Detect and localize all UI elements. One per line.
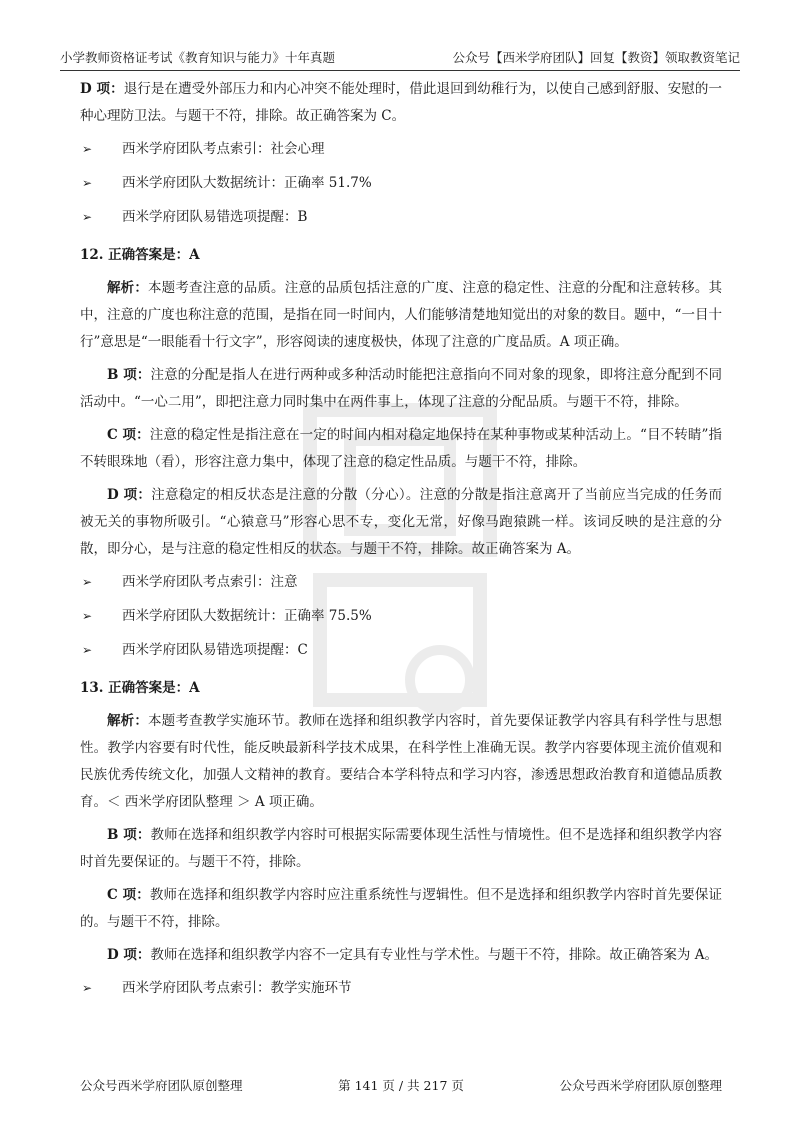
option-label: D 项： [107, 487, 152, 503]
option-text: 注意的稳定性是指注意在一定的时间内相对稳定地保持在某种事物或某种活动上。“目不转睛”指不转眼珠地（看），形容注意力集中，体现了注意的稳定性品质。与题干不符，排除。 [80, 427, 722, 470]
option-label: B 项： [107, 367, 151, 383]
option-text: 教师在选择和组织教学内容不一定具有专业性与学术性。与题干不符，排除。故正确答案为 A。 [150, 947, 718, 963]
q12-option-b [80, 362, 722, 416]
bullet-text: 西米学府团队考点索引：注意 [122, 574, 298, 590]
list-item [80, 170, 722, 196]
header-right: 公众号【西米学府团队】回复【教资】领取教资笔记 [452, 50, 740, 65]
list-item [80, 975, 722, 1001]
bullet-text: 西米学府团队考点索引：教学实施环节 [122, 980, 352, 996]
list-item [80, 136, 722, 162]
q13-option-b [80, 822, 722, 876]
analysis-text: 本题考查注意的品质。注意的品质包括注意的广度、注意的稳定性、注意的分配和注意转移。其中，注意的广度也称注意的范围，是指在同一时间内，人们能够清楚地知觉出的对象的数目。题中，“一目十行”意思是“一眼能看十行文字”，形容阅读的速度极快，体现了注意的广度品质。A 项正确。 [80, 280, 723, 350]
option-text: 注意稳定的相反状态是注意的分散（分心）。注意的分散是指注意离开了当前应当完成的任务而被无关的事物所吸引。“心猿意马”形容心思不专，变化无常，好像马跑猿跳一样。该词反映的是注意的分散，即分心，是与注意的稳定性相反的状态。与题干不符，排除。故正确答案为 A。 [80, 487, 722, 557]
analysis-text: 本题考查教学实施环节。教师在选择和组织教学内容时，首先要保证教学内容具有科学性与思想性。教学内容要有时代性，能反映最新科学技术成果，在科学性上准确无误。教学内容要体现主流价值观和民族优秀传统文化，加强人文精神的教育。要结合本学科特点和学习内容，渗透思想政治教育和道德品质教育。＜ 西米学府团队整理 ＞ A 项正确。 [80, 713, 723, 810]
bullet-text: 西米学府团队易错选项提醒：B [122, 209, 308, 225]
arrow-bullet-icon: ➢ [82, 210, 93, 224]
option-label: D 项： [80, 81, 124, 97]
footer-left: 公众号西米学府团队原创整理 [80, 1078, 243, 1093]
option-text: 注意的分配是指人在进行两种或多种活动时能把注意指向不同对象的现象，即将注意分配到不同活动中。“一心二用”，即把注意力同时集中在两件事上，体现了注意的分配品质。与题干不符，排除。 [80, 367, 722, 410]
q13-analysis [80, 708, 722, 816]
page-footer [80, 1076, 722, 1094]
arrow-bullet-icon: ➢ [82, 981, 93, 995]
arrow-bullet-icon: ➢ [82, 609, 93, 623]
option-label: D 项： [107, 947, 151, 963]
analysis-label: 解析： [107, 280, 149, 296]
q12-option-d [80, 482, 722, 563]
q12-analysis [80, 275, 722, 356]
list-item [80, 569, 722, 595]
arrow-bullet-icon: ➢ [82, 142, 93, 156]
analysis-label: 解析： [107, 713, 149, 729]
list-item [80, 637, 722, 663]
arrow-bullet-icon: ➢ [82, 575, 93, 589]
option-label: C 项： [107, 887, 150, 903]
bullet-text: 西米学府团队考点索引：社会心理 [122, 141, 325, 157]
bullet-text: 西米学府团队易错选项提醒：C [122, 642, 308, 658]
header-left: 小学教师资格证考试《教育知识与能力》十年真题 [60, 50, 336, 65]
q13-option-c [80, 882, 722, 936]
arrow-bullet-icon: ➢ [82, 176, 93, 190]
footer-right: 公众号西米学府团队原创整理 [559, 1078, 722, 1093]
q11-option-d [80, 76, 722, 130]
bullet-text: 西米学府团队大数据统计：正确率 51.7% [122, 175, 372, 191]
q13-option-d [80, 942, 722, 969]
arrow-bullet-icon: ➢ [82, 643, 93, 657]
list-item [80, 204, 722, 230]
option-text: 教师在选择和组织教学内容时应注重系统性与逻辑性。但不是选择和组织教学内容时首先要保证的。与题干不符，排除。 [80, 887, 722, 930]
list-item [80, 603, 722, 629]
bullet-text: 西米学府团队大数据统计：正确率 75.5% [122, 608, 372, 624]
page-content [80, 76, 722, 1009]
option-text: 退行是在遭受外部压力和内心冲突不能处理时，借此退回到幼稚行为，以使自己感到舒服、安慰的一种心理防卫法。与题干不符，排除。故正确答案为 C。 [80, 81, 722, 124]
q12-option-c [80, 422, 722, 476]
option-label: B 项： [107, 827, 151, 843]
q12-heading: 12. 正确答案是：A [80, 247, 200, 263]
option-text: 教师在选择和组织教学内容时可根据实际需要体现生活性与情境性。但不是选择和组织教学内容时首先要保证的。与题干不符，排除。 [80, 827, 722, 870]
page-header [60, 40, 740, 71]
page-number: 第 141 页 / 共 217 页 [338, 1078, 464, 1093]
q13-heading: 13. 正确答案是：A [80, 680, 200, 696]
option-label: C 项： [107, 427, 150, 443]
